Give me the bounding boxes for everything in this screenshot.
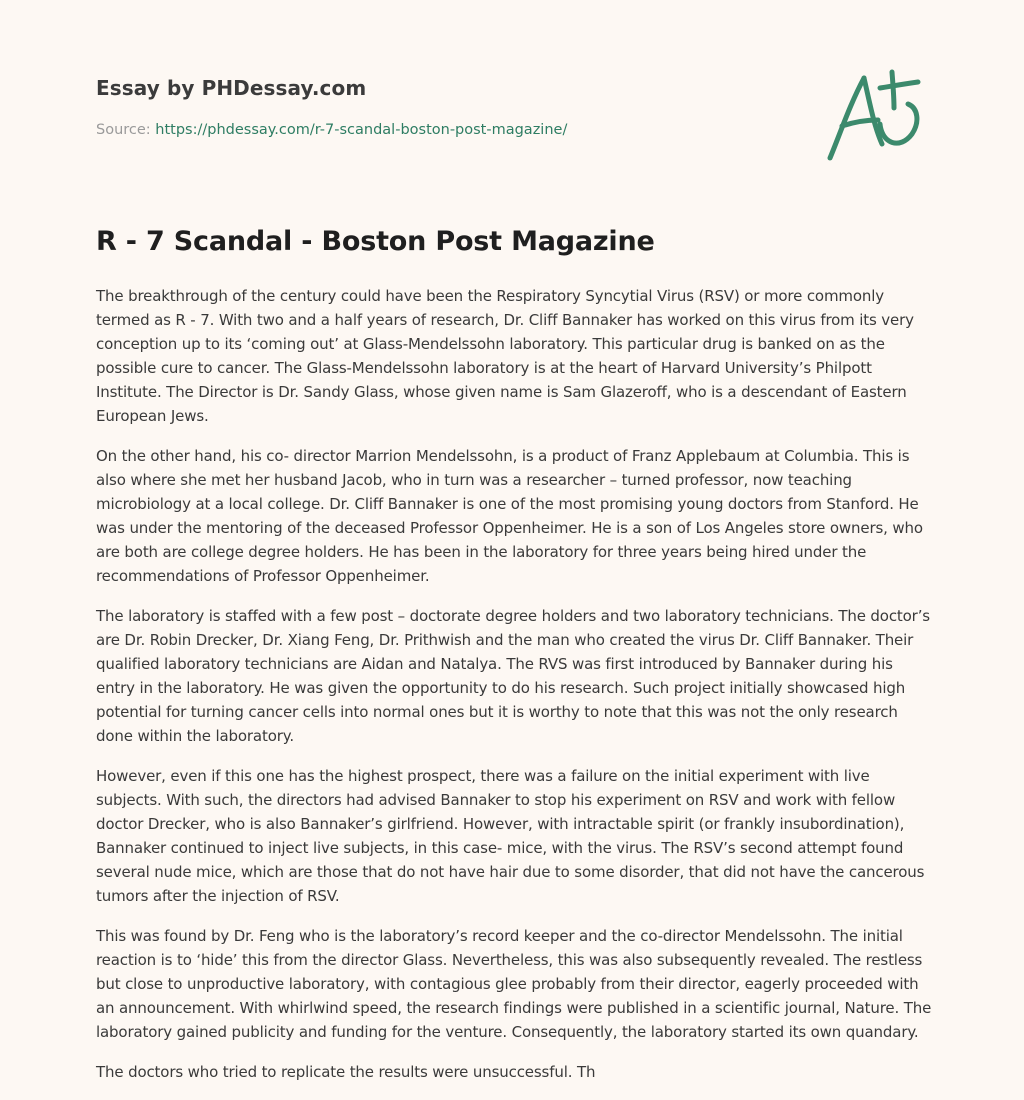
essay-title: R - 7 Scandal - Boston Post Magazine: [96, 226, 655, 257]
paragraph: The breakthrough of the century could have been the Respiratory Syncytial Virus (RSV) or more commonly termed as R - 7. With two and a half years of research, Dr. Cliff Bannaker has worked on this virus from its very conception up to its ‘coming out’ at Glass-Mendelssohn laboratory. This particular drug is banked on as the possible cure to cancer. The Glass-Mendelssohn laboratory is at the heart of Harvard University’s Philpott Institute. The Director is Dr. Sandy Glass, whose given name is Sam Glazeroff, who is a descendant of Eastern European Jews.: [96, 287, 914, 425]
a-plus-grade-icon: [820, 64, 930, 168]
essay-body: [96, 284, 932, 1100]
paragraph: This was found by Dr. Feng who is the laboratory’s record keeper and the co-director Mendelssohn. The initial reaction is to ‘hide’ this from the director Glass. Nevertheless, this was also subsequently revealed. The restless but close to unproductive laboratory, with contagious glee probably from their director, eagerly proceeded with an announcement. With whirlwind speed, the research findings were published in a scientific journal, Nature. The laboratory gained publicity and funding for the venture. Consequently, the laboratory started its own quandary.: [96, 927, 932, 1041]
paragraph: The laboratory is staffed with a few post – doctorate degree holders and two laboratory technicians. The doctor’s are Dr. Robin Drecker, Dr. Xiang Feng, Dr. Prithwish and the man who created the virus Dr. Cliff Bannaker. Their qualified laboratory technicians are Aidan and Natalya. The RVS was first introduced by Bannaker during his entry in the laboratory. He was given the opportunity to do his research. Such project initially showcased high potential for turning cancer cells into normal ones but it is worthy to note that this was not the only research done within the laboratory.: [96, 607, 930, 745]
paragraph: On the other hand, his co- director Marrion Mendelssohn, is a product of Franz Applebaum at Columbia. This is also where she met her husband Jacob, who in turn was a researcher – turned professor, now teaching microbiology at a local college. Dr. Cliff Bannaker is one of the most promising young doctors from Stanford. He was under the mentoring of the deceased Professor Oppenheimer. He is a son of Los Angeles store owners, who are both are college degree holders. He has been in the laboratory for three years being hired under the recommendations of Professor Oppenheimer.: [96, 447, 923, 585]
page-header: [96, 76, 796, 138]
brand-title: Essay by PHDessay.com: [96, 76, 367, 100]
source-line: [96, 122, 796, 138]
source-link[interactable]: https://phdessay.com/r-7-scandal-boston-post-magazine/: [155, 122, 568, 138]
paragraph: The doctors who tried to replicate the results were unsuccessful. Th: [96, 1063, 596, 1081]
paragraph: However, even if this one has the highest prospect, there was a failure on the initial experiment with live subjects. With such, the directors had advised Bannaker to stop his experiment on RSV and work with fellow doctor Drecker, who is also Bannaker’s girlfriend. However, with intractable spirit (or frankly insubordination), Bannaker continued to inject live subjects, in this case- mice, with the virus. The RSV’s second attempt found several nude mice, which are those that do not have hair due to some disorder, that did not have the cancerous tumors after the injection of RSV.: [96, 767, 925, 905]
source-label: Source:: [96, 122, 151, 138]
